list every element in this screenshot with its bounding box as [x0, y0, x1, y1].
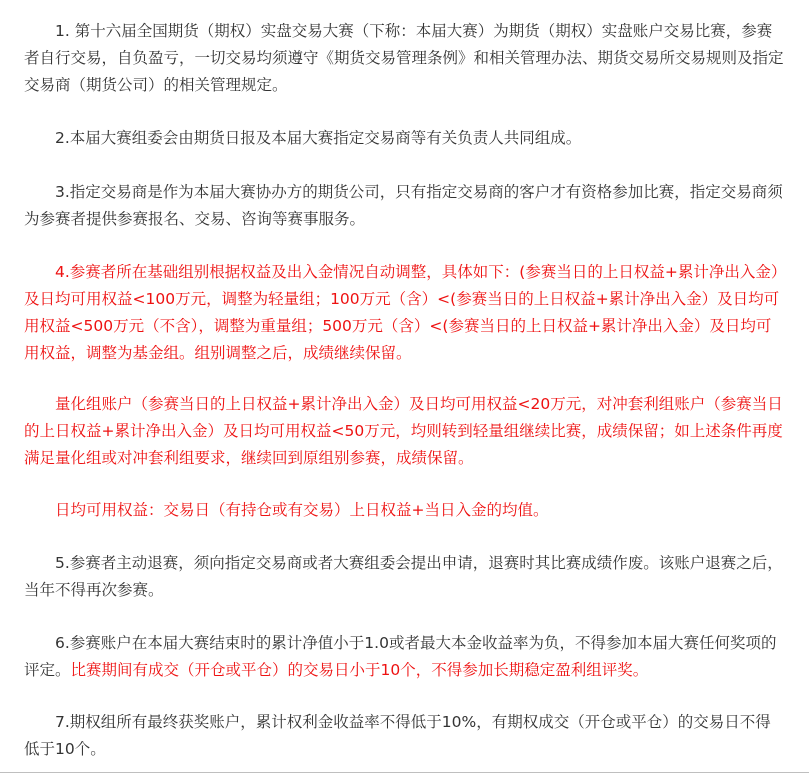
rule-4-quant-paragraph: 量化组账户（参赛当日的上日权益+累计净出入金）及日均可用权益<20万元，对冲套利组账户（参赛当日的上日权益+累计净出入金）及日均可用权益<50万元，均则转到轻量组继续比赛，成绩保留；如上述条件再度满足量化组或对冲套利组要求，继续回到原组别参赛，成绩保留。	[24, 395, 783, 467]
rule-6-text: 6.参赛账户在本届大赛结束时的累计净值小于1.0或者最大本金收益率为负，不得参加本届大赛任何奖项的评定。	[24, 634, 777, 679]
rule-2-paragraph: 2.本届大赛组委会由期货日报及本届大赛指定交易商等有关负责人共同组成。	[55, 129, 582, 147]
rule-6-paragraph	[24, 630, 786, 684]
rule-1-paragraph: 1. 第十六届全国期货（期权）实盘交易大赛（下称：本届大赛）为期货（期权）实盘账户交易比赛，参赛者自行交易，自负盈亏，一切交易均须遵守《期货交易管理条例》和相关管理办法、期货交易所交易规则及指定交易商（期货公司）的相关管理规定。	[24, 22, 784, 94]
rule-4-definition-paragraph: 日均可用权益：交易日（有持仓或有交易）上日权益+当日入金的均值。	[55, 501, 549, 519]
rule-7-paragraph: 7.期权组所有最终获奖账户，累计权利金收益率不得低于10%，有期权成交（开仓或平仓）的交易日不得低于10个。	[24, 713, 771, 758]
rule-3-paragraph: 3.指定交易商是作为本届大赛协办方的期货公司，只有指定交易商的客户才有资格参加比赛，指定交易商须为参赛者提供参赛报名、交易、咨询等赛事服务。	[24, 183, 783, 228]
rule-6-highlight: 比赛期间有成交（开仓或平仓）的交易日小于10个，不得参加长期稳定盈利组评奖。	[70, 661, 649, 679]
rule-4-paragraph: 4.参赛者所在基础组别根据权益及出入金情况自动调整，具体如下：(参赛当日的上日权益+累计净出入金）及日均可用权益<100万元，调整为轻量组；100万元（含）<(参赛当日的上日权益+累计净出入金）及日均可用权益<500万元（不含），调整为重量组；500万元（含）<(参赛当日的上日权益+累计净出入金）及日均可用权益，调整为基金组。组别调整之后，成绩继续保留。	[24, 263, 780, 362]
bottom-divider	[0, 772, 809, 773]
rule-5-paragraph: 5.参赛者主动退赛，须向指定交易商或者大赛组委会提出申请，退赛时其比赛成绩作废。该账户退赛之后，当年不得再次参赛。	[24, 554, 783, 599]
